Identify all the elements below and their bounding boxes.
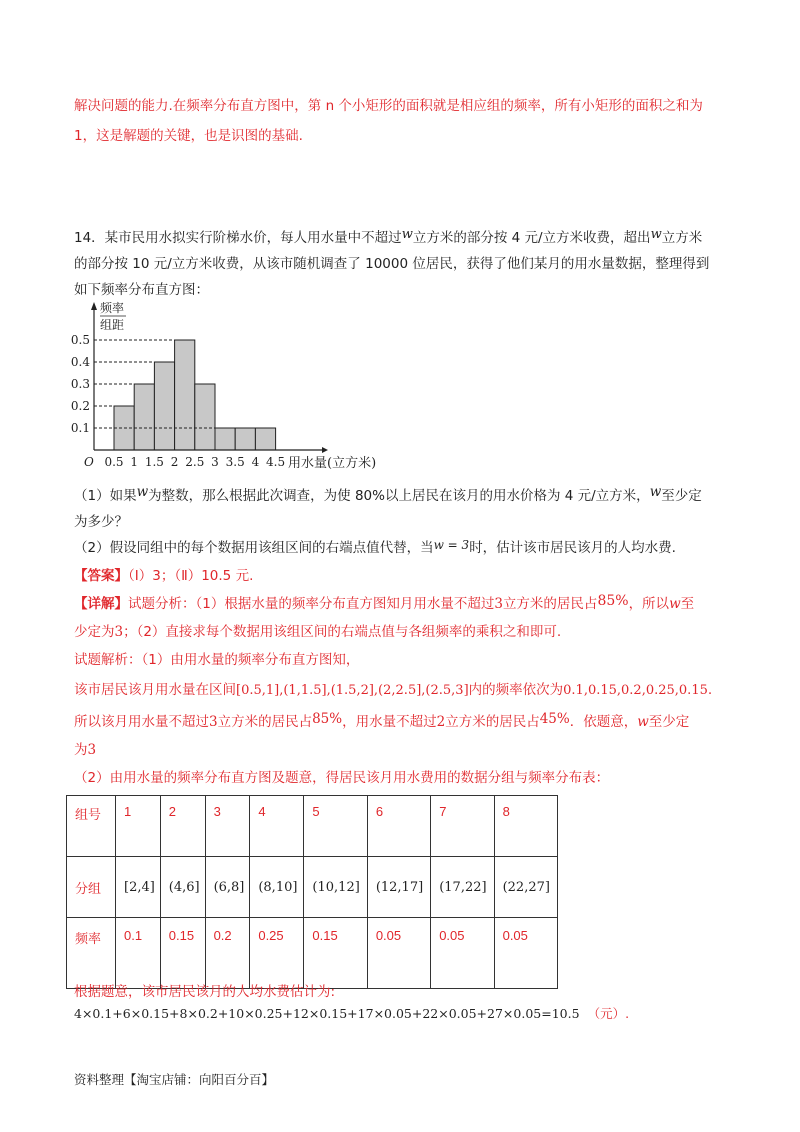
detail-text: ；（2）直接求每个数据用该组区间的右端点值与各组频率的乘积之和即可. — [123, 624, 562, 640]
conclusion-formula: 4×0.1+6×0.15+8×0.2+10×0.25+12×0.15+17×0.05+22×0.05+27×0.05=10.5 — [74, 1006, 580, 1021]
table-row-group-number — [67, 796, 558, 857]
conclusion-formula-line — [74, 1004, 629, 1024]
detail-text: . — [707, 682, 713, 698]
detail-text: ，所以 — [628, 596, 670, 612]
y-axis-label-numerator: 频率 — [100, 301, 125, 315]
var-w: w — [401, 227, 413, 242]
table-cell: 6 — [367, 796, 430, 857]
detail-math: 3 — [114, 624, 124, 640]
detail-text: 内的频率依次为 — [468, 682, 564, 698]
detail-text: 立方米的居民占 — [502, 596, 598, 612]
problem-text-c: 立方米 — [661, 230, 703, 246]
table-row-label: 分组 — [67, 857, 116, 918]
histogram-bar — [235, 428, 255, 450]
var-w: w — [650, 227, 662, 242]
detail-math: 3 — [87, 742, 97, 758]
detail-text: ．依题意， — [569, 714, 638, 730]
detail-math: 85% — [597, 593, 629, 609]
intro-line-2: 1，这是解题的关键，也是识图的基础. — [74, 128, 303, 144]
histogram-chart — [70, 300, 400, 480]
histogram-bar — [255, 428, 275, 450]
detail-line-3: 试题解析：（1）由用水量的频率分布直方图知， — [74, 652, 360, 668]
table-cell: 0.05 — [431, 918, 494, 989]
histogram-bar — [175, 340, 195, 450]
table-row-label: 频率 — [67, 918, 116, 989]
detail-line-7: （2）由用水量的频率分布直方图及题意，得居民该月用水费用的数据分组与频率分布表： — [74, 770, 610, 786]
table-cell: 0.15 — [160, 918, 205, 989]
detail-line-4 — [74, 680, 712, 701]
y-tick-label: 0.3 — [70, 377, 90, 391]
question-2-line — [74, 538, 676, 558]
detail-math: w — [637, 714, 649, 730]
x-tick-label: 0.5 — [104, 455, 124, 469]
detail-line-6 — [74, 740, 96, 760]
detail-label: 【详解】 — [74, 596, 128, 612]
detail-text: 为 — [74, 742, 88, 758]
question-1-text-c: 至少定 — [661, 488, 702, 504]
detail-text: 立方米的居民占 — [445, 714, 540, 730]
x-axis-label: 用水量(立方米) — [288, 456, 377, 471]
y-tick-label: 0.4 — [70, 355, 90, 369]
table-cell: 7 — [431, 796, 494, 857]
histogram-bar — [154, 362, 174, 450]
detail-line-1 — [74, 594, 694, 614]
table-row-label: 组号 — [67, 796, 116, 857]
question-1-line-1 — [74, 486, 702, 506]
table-cell: 8 — [494, 796, 557, 857]
table-cell: (4,6] — [160, 857, 205, 918]
detail-math: 0.1,0.15,0.2,0.25,0.15 — [563, 683, 708, 698]
x-tick-label: 3.5 — [225, 455, 245, 469]
x-tick-label: 3 — [211, 455, 219, 469]
detail-math: 3 — [209, 714, 218, 730]
histogram-bar — [215, 428, 235, 450]
table-row-frequency — [67, 918, 558, 989]
detail-text: 至少定 — [648, 714, 690, 730]
detail-math: [0.5,1],(1,1.5],(1.5,2],(2,2.5],(2.5,3] — [236, 683, 469, 698]
table-cell: 0.2 — [205, 918, 250, 989]
answer-label: 【答案】 — [74, 568, 128, 584]
x-tick-label: 1.5 — [144, 455, 164, 469]
question-1-text-a: （1）如果 — [74, 488, 137, 504]
x-tick-label: 2.5 — [185, 455, 205, 469]
page-footer: 资料整理【淘宝店铺：向阳百分百】 — [74, 1072, 275, 1087]
var-w: w — [649, 484, 662, 500]
detail-text: 少定为 — [74, 624, 115, 640]
problem-line-3: 如下频率分布直方图： — [74, 282, 209, 298]
detail-math: w — [669, 596, 681, 612]
table-cell: (22,27] — [494, 857, 557, 918]
detail-math: 3 — [494, 596, 503, 612]
problem-text-a: 14．某市民用水拟实行阶梯水价，每人用水量中不超过 — [74, 230, 402, 246]
problem-text-b: 立方米的部分按 4 元/立方米收费，超出 — [412, 230, 651, 246]
table-cell: 3 — [205, 796, 250, 857]
detail-text: 该市居民该月用水量在区间 — [74, 682, 236, 698]
detail-text: 所以该月用水量不超过 — [74, 714, 209, 730]
table-cell: 0.05 — [494, 918, 557, 989]
table-cell: 0.1 — [116, 918, 161, 989]
answer-line — [74, 566, 253, 586]
y-tick-label: 0.2 — [70, 399, 90, 413]
problem-line-1 — [74, 228, 702, 249]
detail-math: 45% — [539, 711, 570, 727]
question-1-line-2: 为多少？ — [74, 514, 128, 530]
origin-label: O — [84, 455, 94, 469]
detail-text: 试题分析：（1）根据水量的频率分布直方图知月用水量不超过 — [128, 596, 495, 612]
table-cell: 0.15 — [304, 918, 367, 989]
table-cell: (12,17] — [367, 857, 430, 918]
question-2-text-b: 时，估计该市居民该月的人均水费. — [469, 540, 676, 556]
table-cell: (8,10] — [250, 857, 304, 918]
histogram-bar — [134, 384, 154, 450]
detail-text: 至 — [680, 596, 695, 612]
detail-text: ，用水量不超过 — [342, 714, 437, 730]
table-cell: 1 — [116, 796, 161, 857]
table-cell: [2,4] — [116, 857, 161, 918]
x-tick-label: 4.5 — [266, 455, 286, 469]
table-cell: 0.05 — [367, 918, 430, 989]
detail-line-2 — [74, 622, 561, 642]
detail-math: 85% — [312, 711, 343, 727]
histogram-bar — [195, 384, 215, 450]
detail-text: 立方米的居民占 — [217, 714, 313, 730]
y-tick-label: 0.1 — [70, 421, 90, 435]
table-cell: 2 — [160, 796, 205, 857]
x-tick-label: 1 — [130, 455, 139, 469]
table-row-group-interval — [67, 857, 558, 918]
question-2-equation: w = 3 — [433, 538, 470, 552]
detail-math: 2 — [436, 714, 446, 730]
table-cell: 4 — [250, 796, 304, 857]
x-tick-label: 4 — [251, 455, 260, 469]
y-axis-arrow — [91, 302, 97, 310]
intro-line-1: 解决问题的能力.在频率分布直方图中，第 n 个小矩形的面积就是相应组的频率，所有小矩形的面积之和为 — [74, 98, 703, 114]
table-cell: (6,8] — [205, 857, 250, 918]
answer-text: （Ⅰ）3；（Ⅱ）10.5 元. — [128, 568, 254, 584]
question-2-text-a: （2）假设同组中的每个数据用该组区间的右端点值代替，当 — [74, 540, 434, 556]
table-cell: (17,22] — [431, 857, 494, 918]
conclusion-unit: （元）. — [587, 1006, 630, 1021]
question-1-text-b: 为整数，那么根据此次调查，为使 80%以上居民在该月的用水价格为 4 元/立方米， — [148, 488, 650, 504]
table-cell: 5 — [304, 796, 367, 857]
y-tick-label: 0.5 — [70, 333, 90, 347]
table-cell: (10,12] — [304, 857, 367, 918]
x-tick-label: 2 — [170, 455, 179, 469]
frequency-table — [66, 795, 558, 989]
conclusion-line-1: 根据题意，该市居民该月的人均水费估计为: — [74, 984, 336, 1000]
x-axis-arrow — [322, 447, 328, 453]
detail-line-5 — [74, 712, 689, 732]
problem-line-2: 的部分按 10 元/立方米收费，从该市随机调查了 10000 位居民，获得了他们某月的用水量数据，整理得到 — [74, 256, 710, 272]
var-w: w — [136, 484, 149, 500]
table-cell: 0.25 — [250, 918, 304, 989]
y-axis-label-denominator: 组距 — [100, 318, 125, 332]
